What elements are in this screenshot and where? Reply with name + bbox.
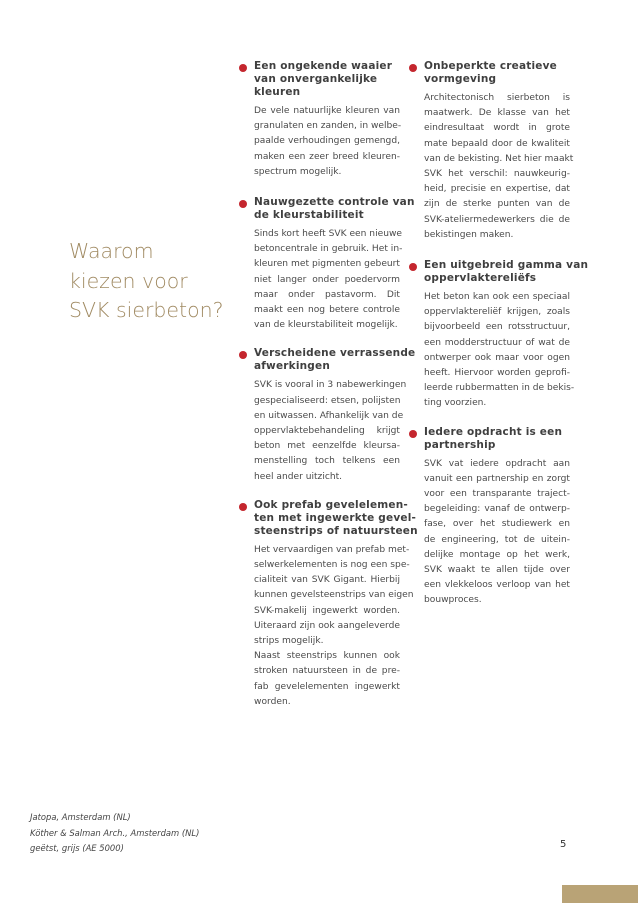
body-line: SVK vat iedere opdracht aan bbox=[424, 458, 570, 469]
section-title bbox=[424, 259, 589, 285]
section-title bbox=[254, 196, 415, 222]
section-title-line: partnership bbox=[424, 438, 496, 451]
heading-line: SVK sierbeton? bbox=[69, 298, 224, 322]
body-line: strips mogelijk. bbox=[254, 636, 324, 647]
body-line: SVK-ateliermedewerkers die de bbox=[424, 214, 570, 225]
section-body bbox=[254, 227, 403, 333]
body-line: begeleiding: vanaf de ontwerp- bbox=[424, 504, 570, 515]
body-line: beton met eenzelfde kleursa- bbox=[254, 441, 400, 452]
section-title-line: oppervlaktereliëfs bbox=[424, 272, 537, 285]
bullet-dot-icon bbox=[239, 64, 247, 72]
body-line: De vele natuurlijke kleuren van bbox=[254, 106, 400, 116]
section-body bbox=[254, 378, 407, 484]
body-line: een vlekkeloos verloop van het bbox=[424, 580, 570, 591]
section-title-line: vormgeving bbox=[424, 73, 497, 85]
page-number: 5 bbox=[560, 839, 567, 850]
body-line: heeft. Hiervoor worden geprofi- bbox=[424, 368, 570, 379]
body-line: zijn de sterke punten van de bbox=[424, 199, 570, 210]
body-line: van de kleurstabiliteit mogelijk. bbox=[254, 320, 398, 331]
left-column bbox=[254, 60, 418, 710]
body-line: ting voorzien. bbox=[424, 398, 487, 409]
body-line: Sinds kort heeft SVK een nieuwe bbox=[254, 229, 402, 240]
body-line: heid, precisie en expertise, dat bbox=[424, 184, 570, 195]
body-line: stroken natuursteen in de pre- bbox=[254, 666, 400, 677]
body-line: bekistingen maken. bbox=[424, 229, 514, 240]
body-line: Uiteraard zijn ook aangeleverde bbox=[254, 620, 400, 631]
body-line: Het vervaardigen van prefab met- bbox=[254, 544, 410, 555]
heading-line: kiezen voor bbox=[69, 268, 188, 293]
section-title-line: Verscheidene verrassende bbox=[254, 347, 416, 360]
section-title bbox=[254, 60, 400, 99]
body-line: Naast steenstrips kunnen ook bbox=[254, 651, 400, 662]
body-line: fase, over het studiewerk en bbox=[424, 519, 570, 530]
body-line: SVK-makelij ingewerkt worden. bbox=[254, 605, 400, 616]
section-body bbox=[424, 91, 574, 243]
caption-line: geëtst, grijs (AE 5000) bbox=[30, 843, 124, 853]
section-title bbox=[424, 60, 570, 86]
body-line: eindresultaat wordt in grote bbox=[424, 123, 570, 134]
body-line: maar onder pastavorm. Dit bbox=[254, 289, 400, 300]
photo-caption bbox=[30, 810, 199, 857]
body-line: niet langer onder poedervorm bbox=[254, 274, 400, 285]
bullet-dot-icon bbox=[409, 64, 417, 72]
body-line: spectrum mogelijk. bbox=[254, 166, 342, 177]
feature-section bbox=[424, 426, 570, 609]
bullet-dot-icon bbox=[239, 351, 247, 359]
body-line: worden. bbox=[254, 696, 291, 707]
feature-section bbox=[254, 347, 416, 484]
section-body bbox=[254, 543, 414, 710]
body-line: SVK is vooral in 3 nabewerkingen bbox=[254, 380, 407, 391]
section-title-line: Een uitgebreid gamma van bbox=[424, 259, 589, 272]
heading-line: Waarom bbox=[69, 239, 154, 263]
section-title bbox=[424, 426, 570, 452]
body-line: van de bekisting. Net hier maakt bbox=[424, 153, 574, 164]
body-line: fab gevelelementen ingewerkt bbox=[254, 681, 400, 692]
body-line: delijke montage op het werk, bbox=[424, 549, 570, 560]
section-title-line: kleuren bbox=[254, 86, 301, 98]
body-line: SVK waakt te allen tijde over bbox=[424, 565, 570, 576]
body-line: oppervlaktebehandeling krijgt bbox=[254, 426, 400, 437]
section-body bbox=[254, 104, 400, 180]
body-line: ontwerper ook maar voor ogen bbox=[424, 352, 570, 363]
page-heading bbox=[69, 237, 239, 326]
body-line: de engineering, tot de uitein- bbox=[424, 534, 570, 545]
body-line: betoncentrale in gebruik. Het in- bbox=[254, 244, 403, 255]
section-title-line: steenstrips of natuursteen bbox=[254, 524, 418, 537]
body-line: bijvoorbeeld een rotsstructuur, bbox=[424, 322, 570, 333]
body-line: kunnen gevelsteenstrips van eigen bbox=[254, 590, 414, 601]
body-line: maatwerk. De klasse van het bbox=[424, 108, 570, 119]
caption-line: Köther & Salman Arch., Amsterdam (NL) bbox=[30, 827, 200, 838]
body-line: paalde verhoudingen gemengd, bbox=[254, 136, 400, 147]
feature-section bbox=[254, 60, 400, 180]
body-line: menstelling toch telkens een bbox=[254, 456, 400, 467]
section-title-line: van onvergankelijke bbox=[254, 73, 378, 85]
body-line: een modderstructuur of wat de bbox=[424, 337, 570, 348]
section-title-line: ten met ingewerkte gevel- bbox=[254, 511, 417, 524]
body-line: bouwproces. bbox=[424, 595, 482, 606]
feature-section bbox=[424, 60, 574, 243]
body-line: maken een zeer breed kleuren- bbox=[254, 151, 400, 162]
section-title-line: afwerkingen bbox=[254, 360, 331, 373]
body-line: Het beton kan ook een speciaal bbox=[424, 292, 570, 303]
section-title-line: Ook prefab gevelelemen- bbox=[254, 498, 408, 511]
section-title bbox=[254, 498, 418, 538]
body-line: voor een transparante traject- bbox=[424, 489, 570, 500]
decorative-bar bbox=[562, 885, 638, 903]
feature-section bbox=[254, 498, 418, 710]
section-title-line: Onbeperkte creatieve bbox=[424, 60, 557, 72]
body-line: SVK het verschil: nauwkeurig- bbox=[424, 169, 570, 180]
right-column bbox=[424, 60, 589, 609]
body-line: mate bepaald door de kwaliteit bbox=[424, 138, 570, 149]
feature-section bbox=[254, 196, 415, 333]
bullet-dot-icon bbox=[409, 263, 417, 271]
bullet-dot-icon bbox=[409, 430, 417, 438]
body-line: selwerkelementen is nog een spe- bbox=[254, 560, 410, 571]
section-title-line: Nauwgezette controle van bbox=[254, 196, 415, 209]
body-line: kleuren met pigmenten gebeurt bbox=[254, 259, 400, 270]
body-line: maakt een nog betere controle bbox=[254, 305, 400, 316]
bullet-dot-icon bbox=[239, 200, 247, 208]
body-line: granulaten en zanden, in welbe- bbox=[254, 121, 402, 132]
body-line: oppervlaktereliëf krijgen, zoals bbox=[424, 307, 570, 318]
section-title-line: Iedere opdracht is een bbox=[424, 425, 563, 438]
bullet-dot-icon bbox=[239, 503, 247, 511]
section-title-line: Een ongekende waaier bbox=[254, 60, 393, 72]
body-line: Architectonisch sierbeton is bbox=[424, 93, 570, 103]
section-title bbox=[254, 347, 416, 373]
feature-section bbox=[424, 259, 589, 412]
section-body bbox=[424, 457, 570, 609]
body-line: gespecialiseerd: etsen, polijsten bbox=[254, 395, 401, 406]
body-line: leerde rubbermatten in de bekis- bbox=[424, 383, 575, 394]
body-line: heel ander uitzicht. bbox=[254, 471, 343, 482]
caption-line: Jatopa, Amsterdam (NL) bbox=[30, 812, 131, 822]
body-line: en uitwassen. Afhankelijk van de bbox=[254, 410, 404, 421]
body-line: vanuit een partnership en zorgt bbox=[424, 473, 570, 484]
section-title-line: de kleurstabiliteit bbox=[254, 209, 364, 222]
body-line: cialiteit van SVK Gigant. Hierbij bbox=[254, 575, 400, 586]
section-body bbox=[424, 290, 575, 412]
